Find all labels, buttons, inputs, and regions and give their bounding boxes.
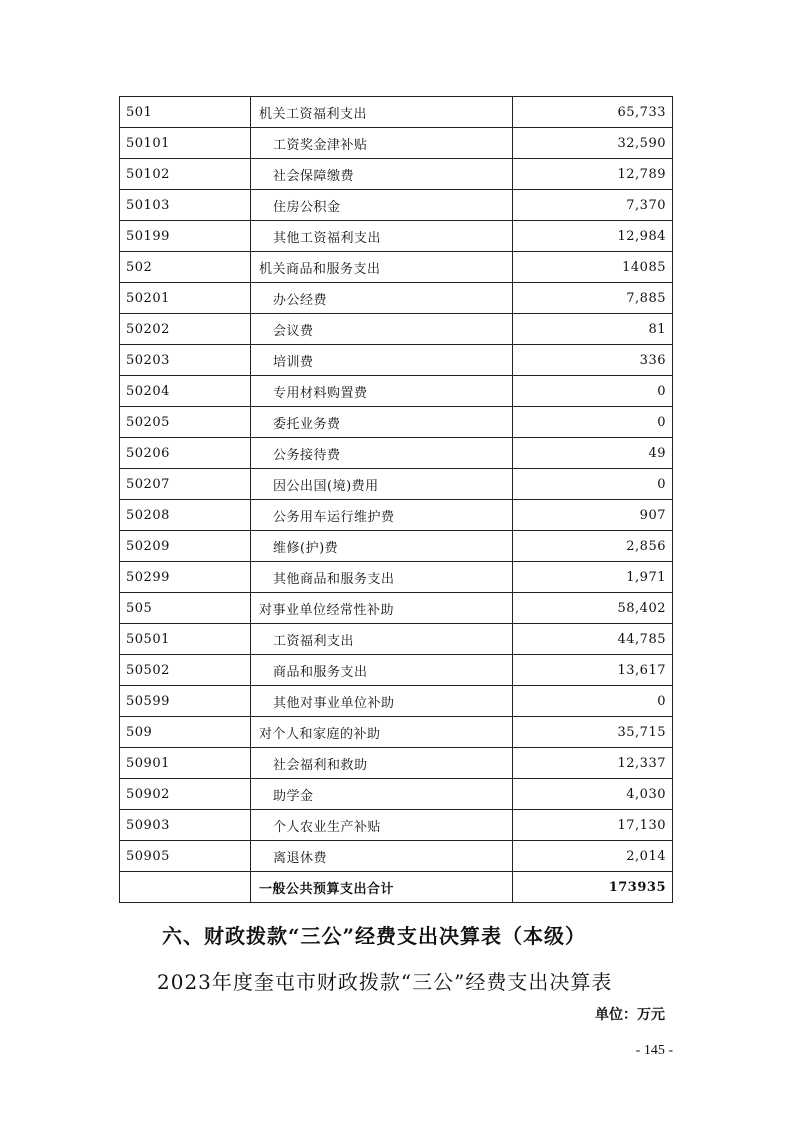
row-name: 工资奖金津补贴 — [251, 128, 513, 159]
row-name: 对个人和家庭的补助 — [251, 717, 513, 748]
row-name: 离退休费 — [251, 841, 513, 872]
table-row — [120, 562, 673, 593]
row-value: 2,856 — [513, 531, 673, 562]
row-value: 907 — [513, 500, 673, 531]
row-name: 个人农业生产补贴 — [251, 810, 513, 841]
table-row — [120, 97, 673, 128]
row-value: 0 — [513, 469, 673, 500]
row-code: 50205 — [120, 407, 251, 438]
row-code: 50208 — [120, 500, 251, 531]
section-heading: 六、财政拨款“三公”经费支出决算表（本级） — [162, 924, 587, 948]
row-name: 公务接待费 — [251, 438, 513, 469]
total-value: 173935 — [513, 872, 673, 903]
table-row — [120, 810, 673, 841]
row-value: 12,984 — [513, 221, 673, 252]
row-value: 0 — [513, 407, 673, 438]
row-value: 58,402 — [513, 593, 673, 624]
row-code: 50204 — [120, 376, 251, 407]
row-name: 会议费 — [251, 314, 513, 345]
table-row — [120, 345, 673, 376]
row-code: 50206 — [120, 438, 251, 469]
row-name: 对事业单位经常性补助 — [251, 593, 513, 624]
page-number: - 145 - — [635, 1043, 673, 1058]
table-row — [120, 376, 673, 407]
expenditure-table — [119, 96, 673, 903]
row-code: 50501 — [120, 624, 251, 655]
row-value: 13,617 — [513, 655, 673, 686]
row-name: 公务用车运行维护费 — [251, 500, 513, 531]
row-code: 50299 — [120, 562, 251, 593]
row-name: 工资福利支出 — [251, 624, 513, 655]
row-name: 商品和服务支出 — [251, 655, 513, 686]
table-row — [120, 221, 673, 252]
row-code: 50103 — [120, 190, 251, 221]
row-code: 50207 — [120, 469, 251, 500]
row-value: 0 — [513, 686, 673, 717]
table-row — [120, 624, 673, 655]
row-name: 专用材料购置费 — [251, 376, 513, 407]
row-name: 委托业务费 — [251, 407, 513, 438]
row-value: 336 — [513, 345, 673, 376]
row-name: 社会福利和救助 — [251, 748, 513, 779]
table-row — [120, 283, 673, 314]
row-code: 50102 — [120, 159, 251, 190]
row-value: 81 — [513, 314, 673, 345]
row-name: 其他工资福利支出 — [251, 221, 513, 252]
row-code: 50199 — [120, 221, 251, 252]
table-row — [120, 593, 673, 624]
row-code: 505 — [120, 593, 251, 624]
table-row — [120, 314, 673, 345]
row-value: 49 — [513, 438, 673, 469]
row-value: 35,715 — [513, 717, 673, 748]
table-row — [120, 841, 673, 872]
table-row — [120, 128, 673, 159]
row-code: 50902 — [120, 779, 251, 810]
total-row — [120, 872, 673, 903]
total-code — [120, 872, 251, 903]
row-name: 维修(护)费 — [251, 531, 513, 562]
row-value: 12,337 — [513, 748, 673, 779]
total-label: 一般公共预算支出合计 — [251, 872, 513, 903]
row-code: 50905 — [120, 841, 251, 872]
row-code: 50203 — [120, 345, 251, 376]
row-code: 50502 — [120, 655, 251, 686]
row-name: 培训费 — [251, 345, 513, 376]
row-code: 501 — [120, 97, 251, 128]
row-code: 50101 — [120, 128, 251, 159]
row-name: 其他对事业单位补助 — [251, 686, 513, 717]
row-value: 7,885 — [513, 283, 673, 314]
row-name: 其他商品和服务支出 — [251, 562, 513, 593]
table-subtitle: 2023年度奎屯市财政拨款“三公”经费支出决算表 — [157, 970, 613, 994]
table-row — [120, 779, 673, 810]
table-row — [120, 531, 673, 562]
row-value: 7,370 — [513, 190, 673, 221]
row-code: 502 — [120, 252, 251, 283]
row-code: 50599 — [120, 686, 251, 717]
table-row — [120, 407, 673, 438]
row-name: 助学金 — [251, 779, 513, 810]
row-code: 50901 — [120, 748, 251, 779]
row-value: 1,971 — [513, 562, 673, 593]
row-code: 50202 — [120, 314, 251, 345]
table-row — [120, 500, 673, 531]
table-row — [120, 252, 673, 283]
unit-label: 单位：万元 — [595, 1007, 665, 1023]
row-value: 14085 — [513, 252, 673, 283]
row-name: 因公出国(境)费用 — [251, 469, 513, 500]
row-value: 44,785 — [513, 624, 673, 655]
table-row — [120, 190, 673, 221]
row-value: 2,014 — [513, 841, 673, 872]
row-name: 机关工资福利支出 — [251, 97, 513, 128]
row-code: 509 — [120, 717, 251, 748]
table-row — [120, 159, 673, 190]
row-name: 办公经费 — [251, 283, 513, 314]
table-row — [120, 438, 673, 469]
row-value: 4,030 — [513, 779, 673, 810]
row-value: 17,130 — [513, 810, 673, 841]
row-code: 50903 — [120, 810, 251, 841]
row-value: 0 — [513, 376, 673, 407]
table-row — [120, 717, 673, 748]
table-row — [120, 748, 673, 779]
row-value: 12,789 — [513, 159, 673, 190]
row-code: 50201 — [120, 283, 251, 314]
row-name: 社会保障缴费 — [251, 159, 513, 190]
row-value: 65,733 — [513, 97, 673, 128]
row-code: 50209 — [120, 531, 251, 562]
row-value: 32,590 — [513, 128, 673, 159]
table-row — [120, 469, 673, 500]
table-row — [120, 655, 673, 686]
row-name: 住房公积金 — [251, 190, 513, 221]
table-row — [120, 686, 673, 717]
row-name: 机关商品和服务支出 — [251, 252, 513, 283]
